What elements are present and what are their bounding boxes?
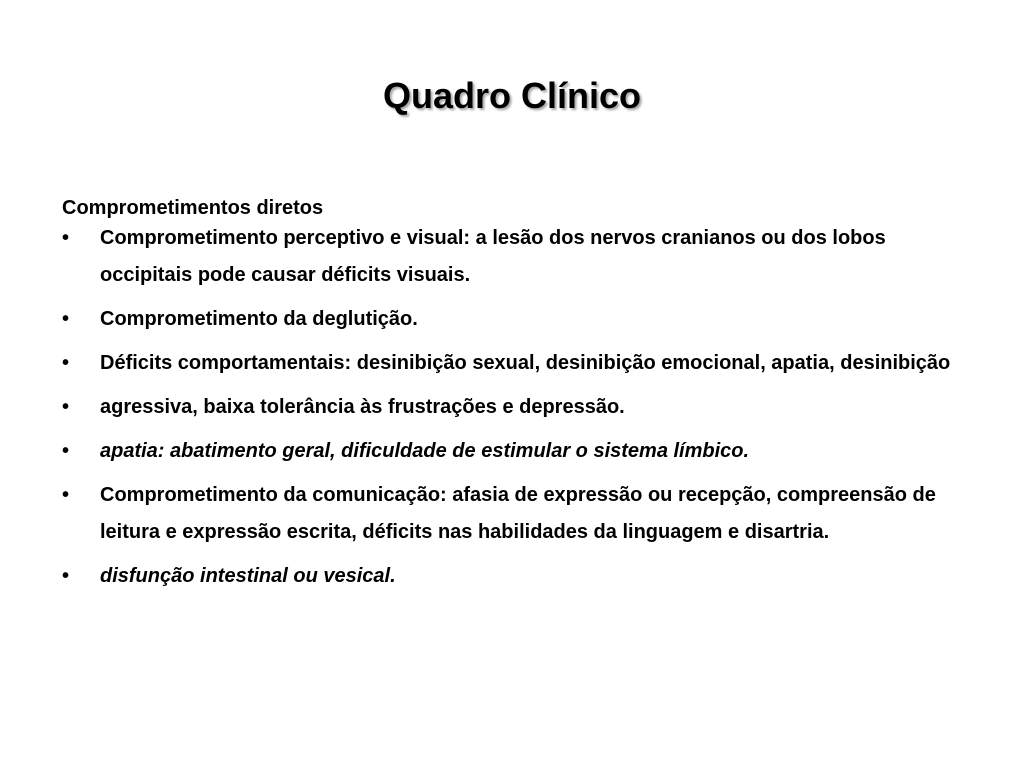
- list-item-text: disfunção intestinal ou vesical.: [100, 565, 396, 587]
- bullet-icon: •: [62, 227, 70, 249]
- list-item-text: Comprometimento da comunicação: afasia de expressão ou recepção, compreensão de leitura e expressão escrita, déficits nas habilidades da linguagem e disartria.: [100, 484, 936, 543]
- list-item-text: Déficits comportamentais: desinibição sexual, desinibição emocional, apatia, desinibição: [100, 352, 951, 374]
- bullet-icon: •: [62, 352, 70, 374]
- bullet-icon: •: [62, 308, 70, 330]
- list-item: [62, 345, 962, 382]
- list-item: [62, 433, 962, 470]
- list-item-text: Comprometimento da deglutição.: [100, 308, 418, 330]
- slide-content: [62, 190, 962, 602]
- list-item: [62, 301, 962, 338]
- list-item-text: agressiva, baixa tolerância às frustrações e depressão.: [100, 396, 625, 418]
- bullet-icon: •: [62, 440, 70, 462]
- list-item: [62, 389, 962, 426]
- bullet-icon: •: [62, 484, 70, 506]
- bullet-list: [62, 220, 962, 595]
- bullet-icon: •: [62, 396, 70, 418]
- list-item: [62, 220, 962, 294]
- section-heading: Comprometimentos diretos: [62, 197, 324, 219]
- list-item: [62, 477, 962, 551]
- list-item: [62, 558, 962, 595]
- list-item-text: apatia: abatimento geral, dificuldade de estimular o sistema límbico.: [100, 440, 750, 462]
- bullet-icon: •: [62, 565, 70, 587]
- list-item-text: Comprometimento perceptivo e visual: a lesão dos nervos cranianos ou dos lobos occipitais pode causar déficits visuais.: [100, 227, 886, 286]
- slide-title: Quadro Clínico: [382, 75, 641, 116]
